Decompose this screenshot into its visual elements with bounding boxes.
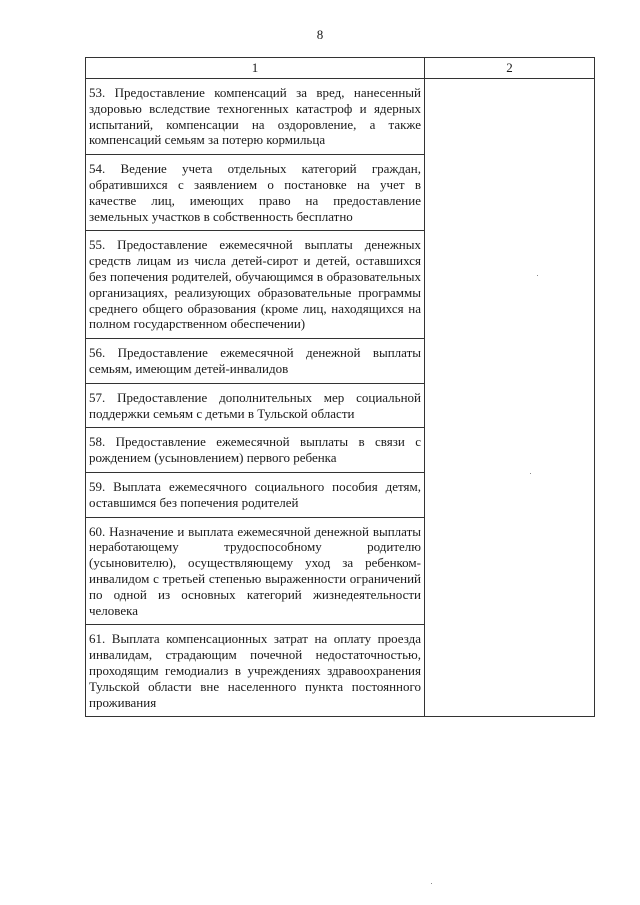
service-text: 56. Предоставление ежемесячной денежной выплаты семьям, имеющим детей-инвалидов xyxy=(89,345,421,376)
service-cell xyxy=(86,383,425,428)
service-text: 55. Предоставление ежемесячной выплаты денежных средств лицам из числа детей-сирот и детей, оставшихся без попечения родителей, обучающимся в образовательных организациях, реализующих образовательные программы среднего общего образования (кроме лиц, находящихся на полном государственном обеспечении) xyxy=(89,237,421,332)
service-cell xyxy=(86,155,425,231)
table-row xyxy=(86,79,595,155)
service-cell xyxy=(86,517,425,625)
service-cell xyxy=(86,472,425,517)
services-table xyxy=(85,57,595,717)
service-text: 60. Назначение и выплата ежемесячной денежной выплаты неработающему трудоспособному родителю (усыновителю), осуществляющему уход за ребенком-инвалидом с третьей степенью выраженности ограничений по одной из основных категорий жизнедеятельности человека xyxy=(89,523,421,618)
column-header-2: 2 xyxy=(425,58,595,79)
service-text: 59. Выплата ежемесячного социального пособия детям, оставшимся без попечения родителей xyxy=(89,478,421,510)
service-text: 53. Предоставление компенсаций за вред, нанесенный здоровью вследствие техногенных катастроф и ядерных испытаний, компенсации на оздоровление, а также компенсаций семьям за потерю кормильца xyxy=(89,85,421,148)
service-cell xyxy=(86,428,425,473)
table-body xyxy=(86,79,595,717)
service-text: 58. Предоставление ежемесячной выплаты в связи с рождением (усыновлением) первого ребенка xyxy=(89,434,421,466)
service-cell xyxy=(86,625,425,717)
service-cell xyxy=(86,339,425,384)
column-header-1: 1 xyxy=(86,58,425,79)
service-cell xyxy=(86,79,425,155)
service-text: 61. Выплата компенсационных затрат на оплату проезда инвалидам, страдающим почечной недостаточностью, проходящим гемодиализ в учреждениях здравоохранения Тульской области вне населенного пункта постоянного проживания xyxy=(89,631,421,710)
scan-speck xyxy=(537,275,538,276)
service-text: 54. Ведение учета отдельных категорий граждан, обратившихся с заявлением о постановке на учет в качестве лиц, имеющих право на предоставление земельных участков в собственность бесплатно xyxy=(89,161,421,224)
service-cell xyxy=(86,231,425,339)
scan-speck xyxy=(431,883,432,884)
scan-speck xyxy=(530,473,531,474)
empty-column-cell xyxy=(425,79,595,717)
table-header-row xyxy=(86,58,595,79)
service-text: 57. Предоставление дополнительных мер социальной поддержки семьям с детьми в Тульской области xyxy=(89,389,421,421)
page-number: 8 xyxy=(316,27,324,42)
